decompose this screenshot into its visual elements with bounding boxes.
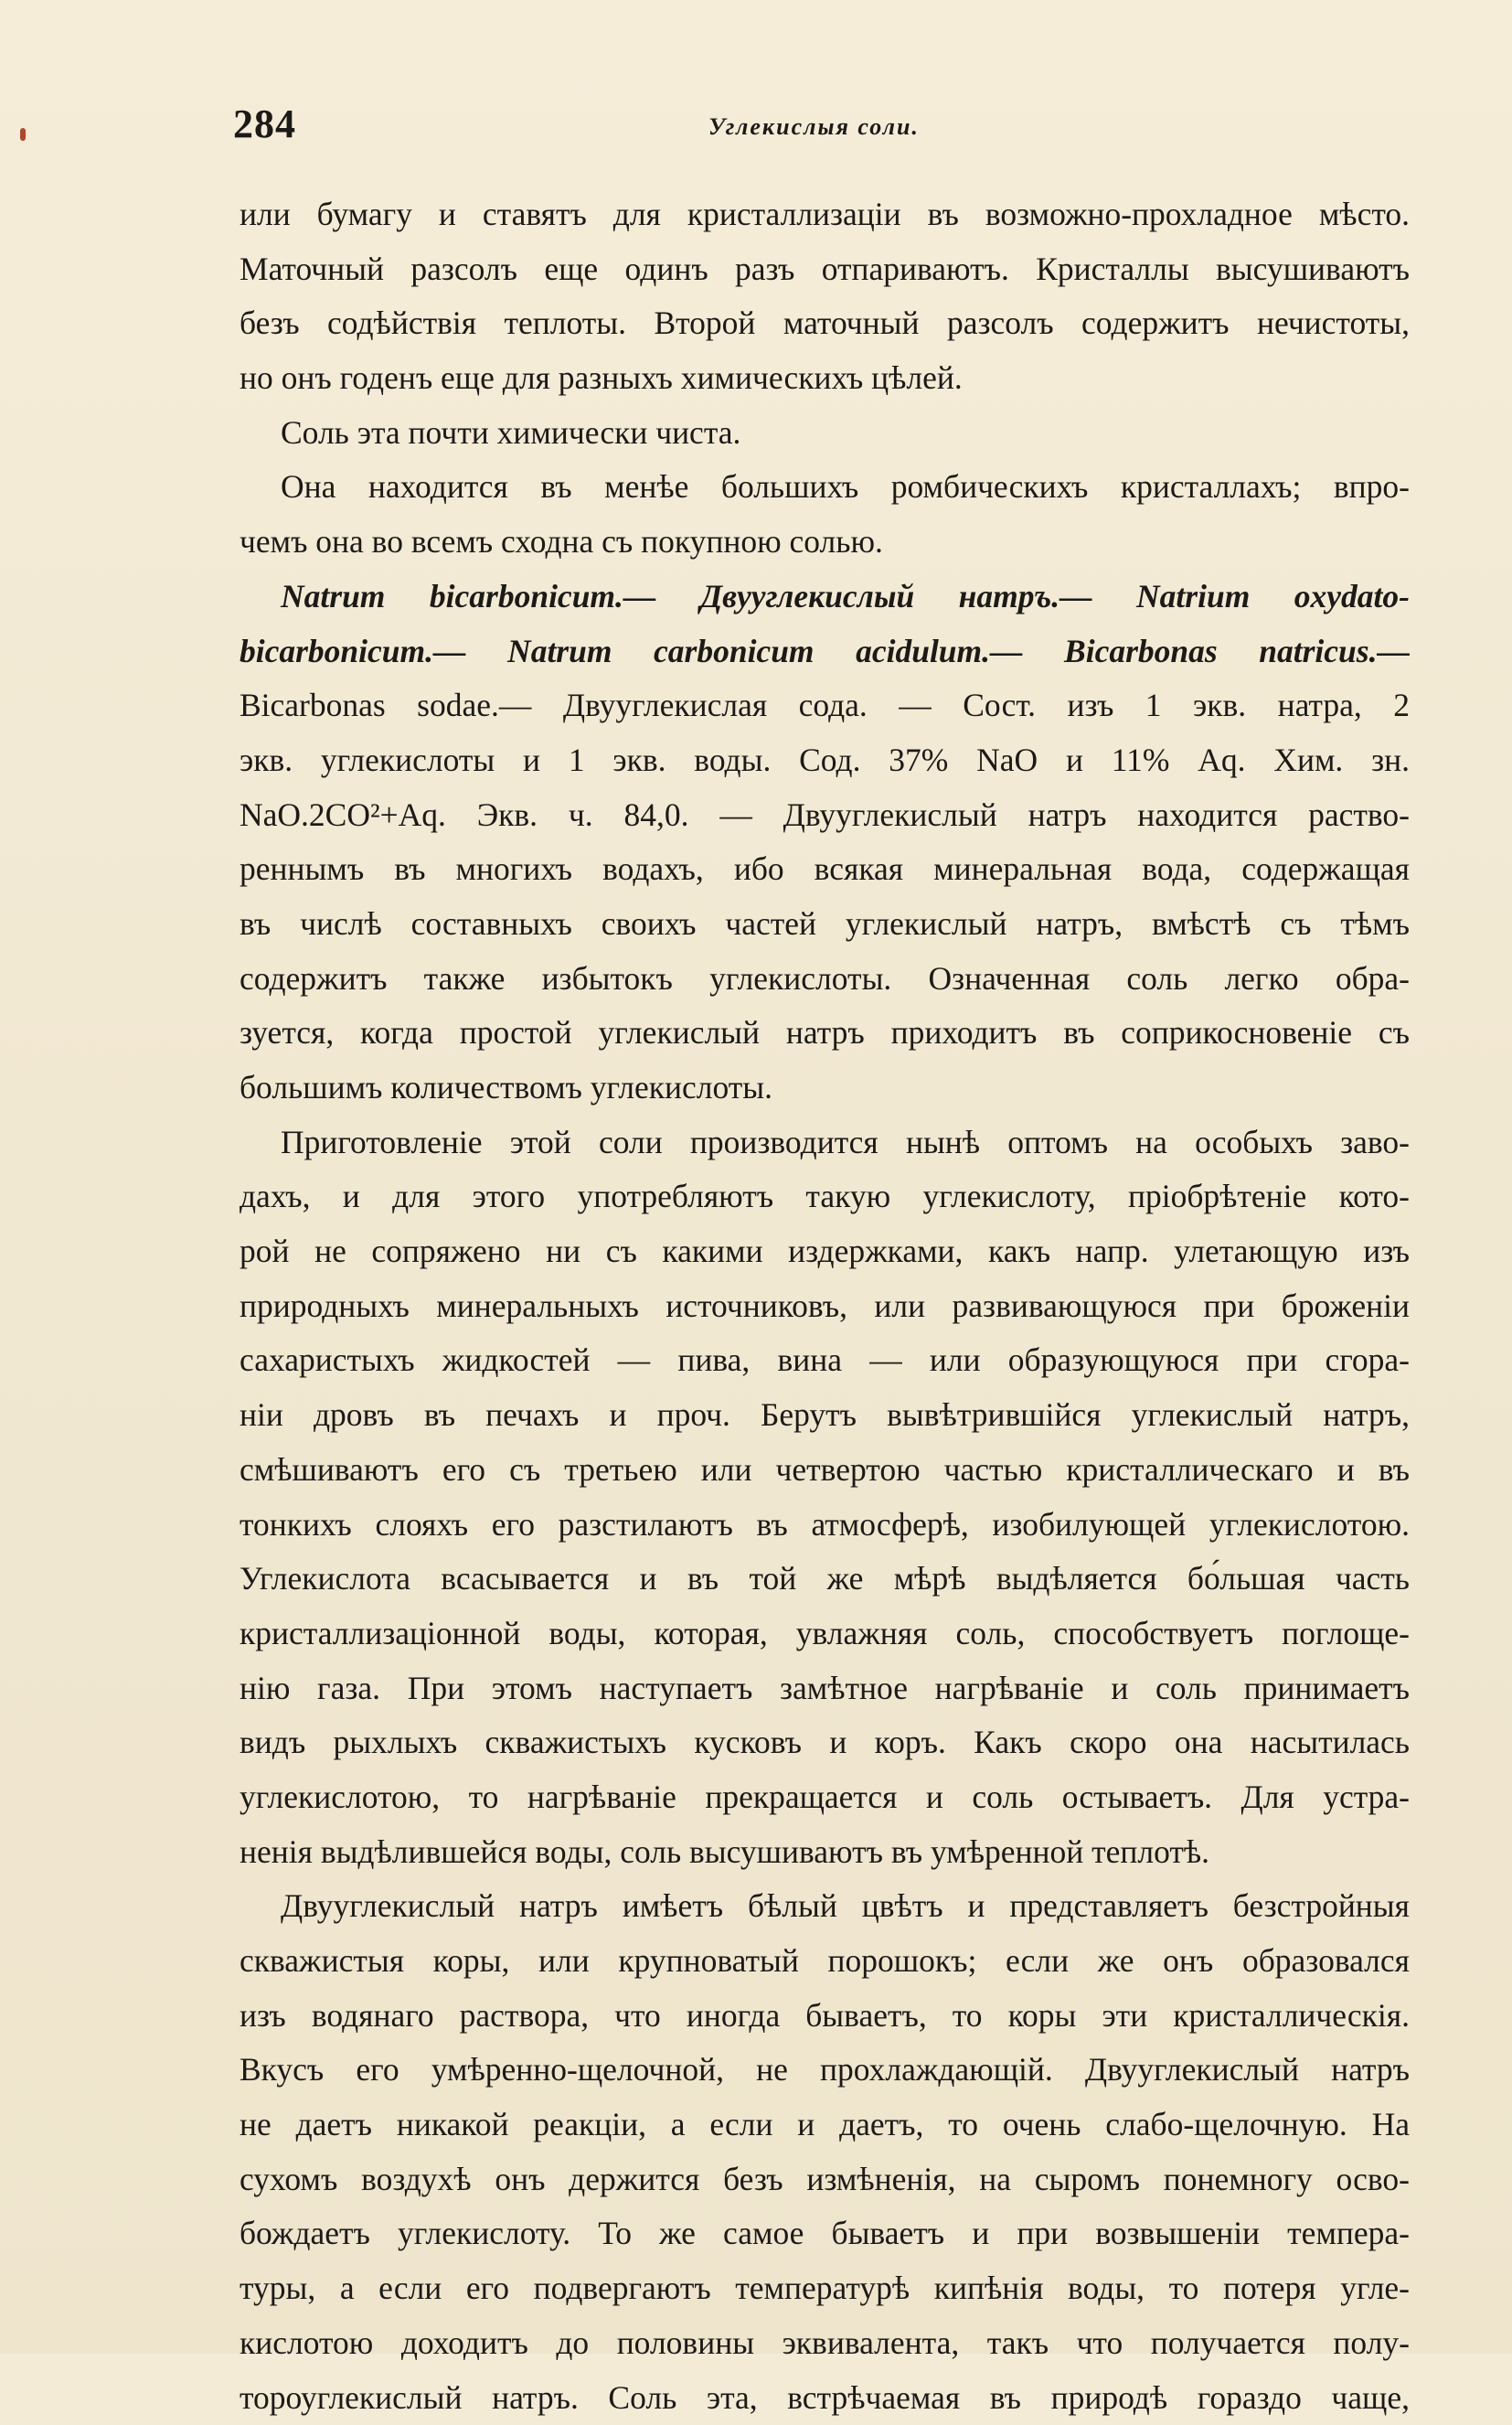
text-line: видъ рыхлыхъ скважистыхъ кусковъ и коръ. Какъ скоро она насытилась	[240, 1715, 1410, 1770]
text-line: нію газа. При этомъ наступаетъ замѣтное нагрѣваніе и соль принимаетъ	[240, 1661, 1410, 1716]
text-line: природныхъ минеральныхъ источниковъ, или развивающуюся при броженіи	[240, 1279, 1410, 1334]
text-line: или бумагу и ставятъ для кристаллизаціи въ возможно-прохладное мѣсто.	[240, 187, 1410, 242]
text-line: скважистыя коры, или крупноватый порошокъ; если же онъ образовался	[240, 1934, 1410, 1989]
text-line: но онъ годенъ еще для разныхъ химическихъ цѣлей.	[240, 351, 1410, 406]
text-line: экв. углекислоты и 1 экв. воды. Сод. 37% NaO и 11% Aq. Хим. зн.	[240, 733, 1410, 788]
text-line: тонкихъ слояхъ его разстилаютъ въ атмосферѣ, изобилующей углекислотою.	[240, 1498, 1410, 1553]
text-line: ненія выдѣлившейся воды, соль высушиваютъ въ умѣренной теплотѣ.	[240, 1825, 1410, 1880]
text-line: Natrum bicarbonicum.— Двууглекислый натръ.— Natrium oxydato-	[240, 570, 1410, 625]
text-line: Вкусъ его умѣренно-щелочной, не прохлаждающій. Двууглекислый натръ	[240, 2043, 1410, 2098]
text-line: Bicarbonas sodae.— Двууглекислая сода. — Сост. изъ 1 экв. натра, 2	[240, 678, 1410, 733]
text-line: сахаристыхъ жидкостей — пива, вина — или образующуюся при сгора-	[240, 1333, 1410, 1388]
text-line: кристаллизаціонной воды, которая, увлажняя соль, способствуетъ поглоще-	[240, 1607, 1410, 1661]
text-line: Она находится въ менѣе большихъ ромбическихъ кристаллахъ; впро-	[240, 460, 1410, 515]
text-line: изъ водянаго раствора, что иногда бываетъ, то коры эти кристаллическія.	[240, 1989, 1410, 2044]
text-line: содержитъ также избытокъ углекислоты. Означенная соль легко обра-	[240, 952, 1410, 1007]
text-line: безъ содѣйствія теплоты. Второй маточный разсолъ содержитъ нечистоты,	[240, 296, 1410, 351]
text-line: углекислотою, то нагрѣваніе прекращается и соль остываетъ. Для устра-	[240, 1770, 1410, 1825]
text-line: тороуглекислый натръ. Соль эта, встрѣчаемая въ природѣ гораздо чаще,	[240, 2371, 1410, 2425]
text-line: bicarbonicum.— Natrum carbonicum acidulum.— Bicarbonas natricus.—	[240, 625, 1410, 679]
text-line: бождаетъ углекислоту. То же самое бываетъ и при возвышеніи темпера-	[240, 2206, 1410, 2261]
running-head: Углекислыя соли.	[708, 113, 920, 141]
text-line: Соль эта почти химически чиста.	[240, 406, 1410, 461]
text-line: реннымъ въ многихъ водахъ, ибо всякая минеральная вода, содержащая	[240, 842, 1410, 897]
margin-ink-mark	[20, 128, 26, 141]
text-line: рой не сопряжено ни съ какими издержками, какъ напр. улетающую изъ	[240, 1224, 1410, 1279]
text-line: туры, а если его подвергаютъ температурѣ кипѣнія воды, то потеря угле-	[240, 2261, 1410, 2316]
text-line: Маточный разсолъ еще одинъ разъ отпариваютъ. Кристаллы высушиваютъ	[240, 242, 1410, 297]
text-line: смѣшиваютъ его съ третьею или четвертою частью кристаллическаго и въ	[240, 1443, 1410, 1498]
text-line: Углекислота всасывается и въ той же мѣрѣ выдѣляется бо́льшая часть	[240, 1552, 1410, 1607]
page-header	[233, 101, 1412, 155]
page-number: 284	[233, 101, 296, 147]
text-line: зуется, когда простой углекислый натръ приходитъ въ соприкосновеніе съ	[240, 1006, 1410, 1061]
text-line: въ числѣ составныхъ своихъ частей углекислый натръ, вмѣстѣ съ тѣмъ	[240, 897, 1410, 952]
text-line: чемъ она во всемъ сходна съ покупною солью.	[240, 515, 1410, 570]
text-line: Двууглекислый натръ имѣетъ бѣлый цвѣтъ и представляетъ безстройныя	[240, 1879, 1410, 1934]
text-line: NaO.2CO²+Aq. Экв. ч. 84,0. — Двууглекислый натръ находится раство-	[240, 788, 1410, 843]
text-line: не даетъ никакой реакціи, а если и даетъ, то очень слабо-щелочную. На	[240, 2098, 1410, 2153]
text-line: сухомъ воздухѣ онъ держится безъ измѣненія, на сыромъ понемногу осво-	[240, 2153, 1410, 2207]
text-line: ніи дровъ въ печахъ и проч. Берутъ вывѣтрившійся углекислый натръ,	[240, 1388, 1410, 1443]
text-line: Приготовленіе этой соли производится нынѣ оптомъ на особыхъ заво-	[240, 1116, 1410, 1170]
text-line: большимъ количествомъ углекислоты.	[240, 1061, 1410, 1116]
text-line: дахъ, и для этого употребляютъ такую углекислоту, пріобрѣтеніе кото-	[240, 1170, 1410, 1224]
body-text	[240, 187, 1410, 2425]
text-line: кислотою доходитъ до половины эквивалента, такъ что получается полу-	[240, 2316, 1410, 2371]
